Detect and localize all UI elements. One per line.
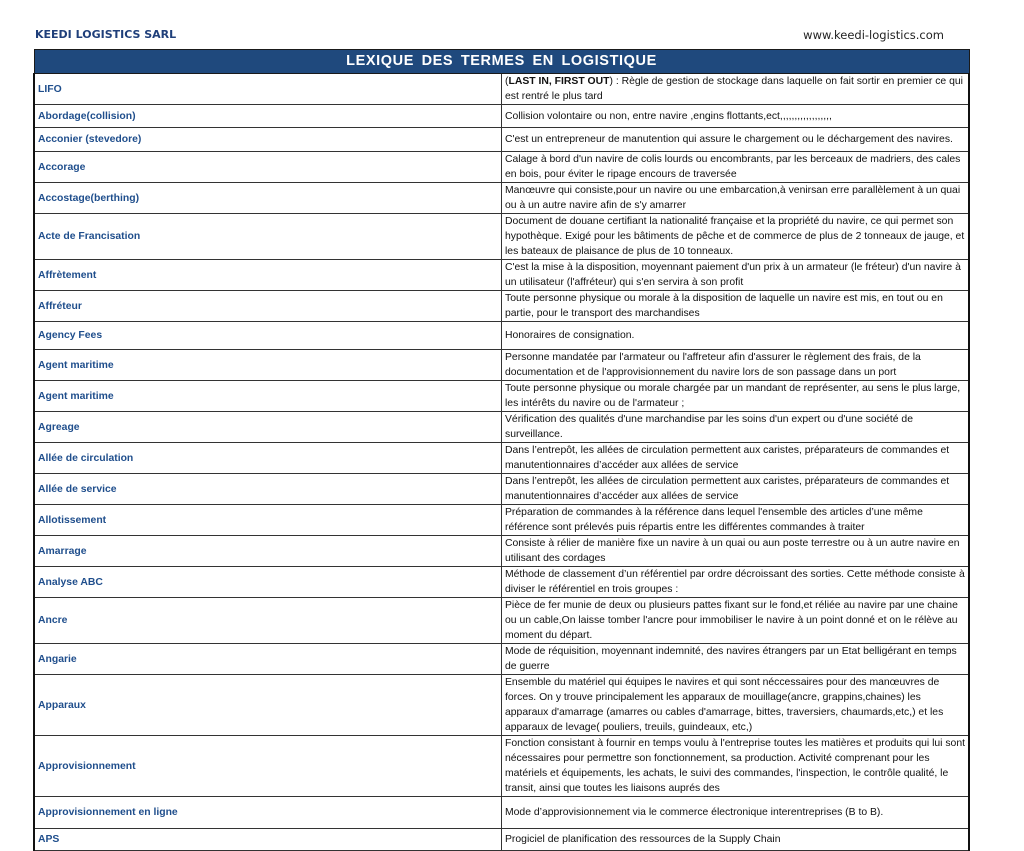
definition-cell: Toute personne physique ou morale à la disposition de laquelle un navire est mis, en tout ou en partie, pour le transport des marchandises xyxy=(502,291,970,322)
table-row xyxy=(34,322,969,350)
table-row xyxy=(34,291,969,322)
definition-acronym: LAST IN, FIRST OUT xyxy=(508,76,610,87)
definition-cell: Honoraires de consignation. xyxy=(502,322,970,350)
term-cell: Angarie xyxy=(34,644,502,675)
term-cell: Agency Fees xyxy=(34,322,502,350)
table-row xyxy=(34,598,969,644)
table-row xyxy=(34,412,969,443)
table-row xyxy=(34,797,969,829)
definition-cell: Mode d’approvisionnement via le commerce électronique interentreprises (B to B). xyxy=(502,797,970,829)
term-cell: Analyse ABC xyxy=(34,567,502,598)
company-name: KEEDI LOGISTICS SARL xyxy=(35,28,177,41)
definition-cell: Document de douane certifiant la nationalité française et la propriété du navire, ce qui permet son hypothèque. Exigé pour les bâtiments de pêche et de commerce de plus de 2 tonneaux de jauge, et les bateaux de plaisance de plus de 10 tonneaux. xyxy=(502,214,970,260)
definition-cell: Mode de réquisition, moyennant indemnité, des navires étrangers par un Etat belligérant en temps de guerre xyxy=(502,644,970,675)
definition-cell: Dans l’entrepôt, les allées de circulation permettent aux caristes, préparateurs de commandes et manutentionnaires d’accéder aux allées de service xyxy=(502,443,970,474)
definition-cell: Méthode de classement d’un référentiel par ordre décroissant des sorties. Cette méthode consiste à diviser le référentiel en trois groupes : xyxy=(502,567,970,598)
definition-cell xyxy=(502,74,970,105)
table-title-row xyxy=(34,50,969,74)
term-cell: Accorage xyxy=(34,152,502,183)
term-cell: Allotissement xyxy=(34,505,502,536)
term-cell: Allée de circulation xyxy=(34,443,502,474)
term-cell: Abordage(collision) xyxy=(34,105,502,128)
table-row xyxy=(34,644,969,675)
definition-cell: Pièce de fer munie de deux ou plusieurs pattes fixant sur le fond,et réliée au navire par une chaine ou un cable,On laisse tomber l'ancre pour immobiliser le navire à un point donné et on le rélève au moment du départ. xyxy=(502,598,970,644)
definition-cell: Toute personne physique ou morale chargée par un mandant de représenter, au sens le plus large, les intérêts du navire ou de l'armateur ; xyxy=(502,381,970,412)
table-row xyxy=(34,505,969,536)
term-cell: Approvisionnement en ligne xyxy=(34,797,502,829)
table-row xyxy=(34,675,969,736)
term-cell: Allée de service xyxy=(34,474,502,505)
definition-cell: C'est la mise à la disposition, moyennant paiement d'un prix à un armateur (le fréteur) d'un navire à un utilisateur (l'affréteur) qui s'en servira à son profit xyxy=(502,260,970,291)
definition-cell: Fonction consistant à fournir en temps voulu à l'entreprise toutes les matières et produits qui lui sont nécessaires pour permettre son fonctionnement, sa production. Activité comprenant pour les matériels et équipements, les achats, le suivi des commandes, l'inspection, le contrôle qualité, le transit, ainsi que toutes les liaisons auprés des xyxy=(502,736,970,797)
term-cell: Approvisionnement xyxy=(34,736,502,797)
table-row xyxy=(34,381,969,412)
definition-text: ) : Règle de gestion de stockage dans laquelle on fait sortir en premier ce qui est rentré le plus tard xyxy=(505,76,963,102)
term-cell: Agent maritime xyxy=(34,350,502,381)
definition-cell: Collision volontaire ou non, entre navire ,engins flottants,ect,,,,,,,,,,,,,,,,,, xyxy=(502,105,970,128)
term-cell: Amarrage xyxy=(34,536,502,567)
glossary-rows xyxy=(34,74,969,851)
table-row xyxy=(34,829,969,851)
term-cell: Accostage(berthing) xyxy=(34,183,502,214)
table-row xyxy=(34,152,969,183)
term-cell: Agent maritime xyxy=(34,381,502,412)
term-cell: Acconier (stevedore) xyxy=(34,128,502,152)
term-cell: LIFO xyxy=(34,74,502,105)
definition-prefix: ( xyxy=(505,76,509,87)
definition-cell: Vérification des qualités d'une marchandise par les soins d'un expert ou d'une société de surveillance. xyxy=(502,412,970,443)
table-row xyxy=(34,105,969,128)
table-row xyxy=(34,214,969,260)
definition-cell: Ensemble du matériel qui équipes le navires et qui sont néccessaires pour des manœuvres de forces. On y trouve principalement les apparaux de mouillage(ancre, grappins,chaines) les apparaux d'amarrage (amarres ou cables d'amarrage, bittes, traversiers, chaumards,etc,) et les apparaux de levage( pouliers, treuils, guindeaux, etc,) xyxy=(502,675,970,736)
table-row xyxy=(34,736,969,797)
term-cell: Affréteur xyxy=(34,291,502,322)
term-cell: APS xyxy=(34,829,502,851)
table-row xyxy=(34,350,969,381)
term-cell: Acte de Francisation xyxy=(34,214,502,260)
term-cell: Apparaux xyxy=(34,675,502,736)
definition-cell: Préparation de commandes à la référence dans lequel l'ensemble des articles d’une même référence sont prélevés puis répartis entre les différentes commandes à traiter xyxy=(502,505,970,536)
table-row xyxy=(34,474,969,505)
definition-cell: Consiste à rélier de manière fixe un navire à un quai ou aun poste terrestre ou à un autre navire en utilisant des cordages xyxy=(502,536,970,567)
table-row xyxy=(34,128,969,152)
table-row xyxy=(34,443,969,474)
term-cell: Affrètement xyxy=(34,260,502,291)
glossary-table xyxy=(33,49,970,851)
table-row xyxy=(34,536,969,567)
table-row xyxy=(34,74,969,105)
definition-cell: Personne mandatée par l'armateur ou l'affreteur afin d'assurer le règlement des frais, de la documentation et de l'approvisionnement du navire lors de son passage dans un port xyxy=(502,350,970,381)
definition-cell: Manœuvre qui consiste,pour un navire ou une embarcation,à venirsan erre parallèlement à un quai ou à un autre navire afin de s'y amarrer xyxy=(502,183,970,214)
term-cell: Agreage xyxy=(34,412,502,443)
website-link[interactable]: www.keedi-logistics.com xyxy=(803,28,944,42)
term-cell: Ancre xyxy=(34,598,502,644)
table-title: LEXIQUE DES TERMES EN LOGISTIQUE xyxy=(34,50,969,74)
table-row xyxy=(34,567,969,598)
table-row xyxy=(34,183,969,214)
definition-cell: C'est un entrepreneur de manutention qui assure le chargement ou le déchargement des navires. xyxy=(502,128,970,152)
definition-cell: Dans l’entrepôt, les allées de circulation permettent aux caristes, préparateurs de commandes et manutentionnaires d’accéder aux allées de service xyxy=(502,474,970,505)
definition-cell: Progiciel de planification des ressources de la Supply Chain xyxy=(502,829,970,851)
definition-cell: Calage à bord d'un navire de colis lourds ou encombrants, par les berceaux de madriers, des cales en bois, pour éviter le ripage encours de traversée xyxy=(502,152,970,183)
table-row xyxy=(34,260,969,291)
